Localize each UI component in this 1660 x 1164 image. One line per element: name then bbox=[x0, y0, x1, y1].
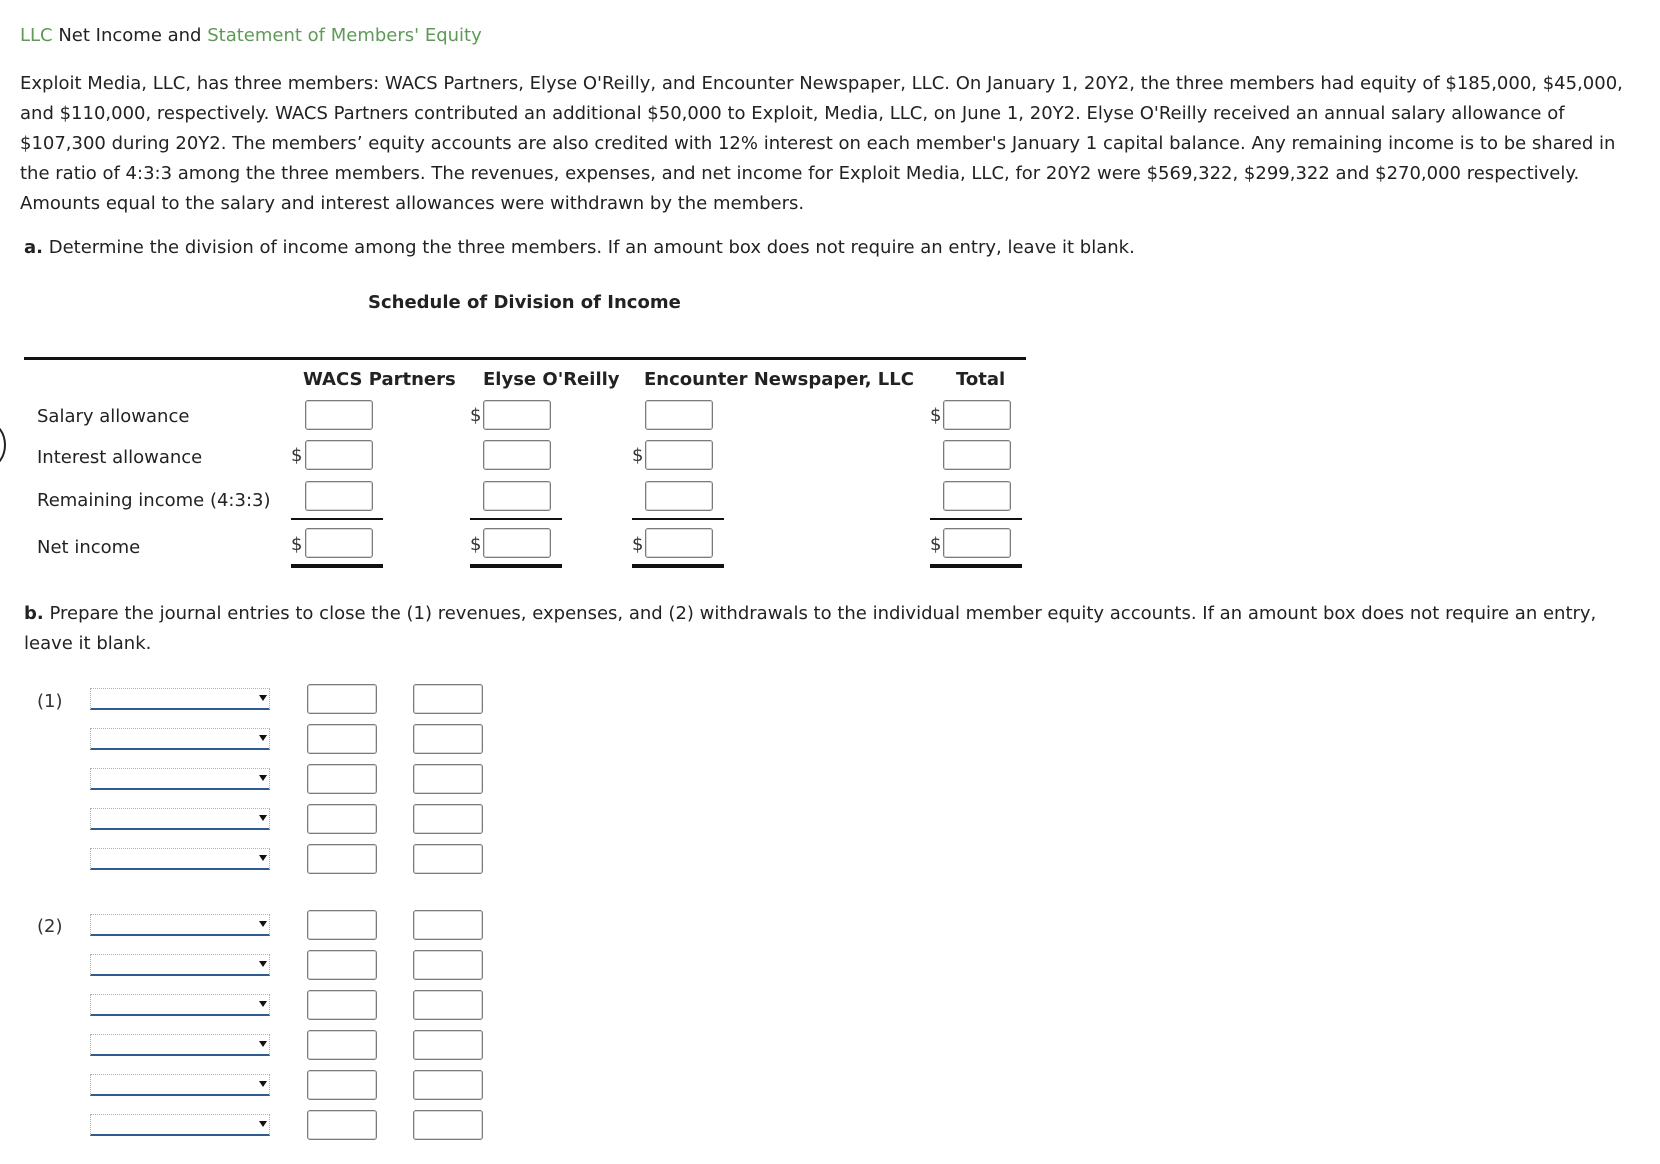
entry2-credit-input[interactable] bbox=[413, 1070, 483, 1100]
subtotal-underline bbox=[632, 518, 724, 520]
dollar-sign: $ bbox=[930, 405, 942, 426]
chevron-down-icon bbox=[259, 921, 267, 927]
interest-oreilly-input[interactable] bbox=[483, 440, 551, 470]
chevron-down-icon bbox=[259, 855, 267, 861]
entry2-credit-input[interactable] bbox=[413, 1030, 483, 1060]
entry1-credit-input[interactable] bbox=[413, 764, 483, 794]
part-b-instructions bbox=[24, 599, 1634, 659]
entry1-credit-input[interactable] bbox=[413, 804, 483, 834]
subtotal-underline bbox=[470, 518, 562, 520]
net-encounter-input[interactable] bbox=[645, 528, 713, 558]
problem-title bbox=[20, 25, 482, 46]
entry1-debit-input[interactable] bbox=[307, 804, 377, 834]
interest-wacs-input[interactable] bbox=[305, 440, 373, 470]
chevron-down-icon bbox=[259, 1121, 267, 1127]
entry1-account-select[interactable] bbox=[90, 688, 270, 710]
title-statement: Statement of Members' Equity bbox=[207, 25, 482, 46]
schedule-top-rule bbox=[24, 357, 1026, 360]
entry1-credit-input[interactable] bbox=[413, 684, 483, 714]
row-label-interest: Interest allowance bbox=[37, 447, 203, 468]
salary-wacs-input[interactable] bbox=[305, 400, 373, 430]
remaining-oreilly-input[interactable] bbox=[483, 481, 551, 511]
entry2-account-select[interactable] bbox=[90, 914, 270, 936]
chevron-down-icon bbox=[259, 735, 267, 741]
chevron-down-icon bbox=[259, 961, 267, 967]
entry1-debit-input[interactable] bbox=[307, 764, 377, 794]
remaining-encounter-input[interactable] bbox=[645, 481, 713, 511]
remaining-wacs-input[interactable] bbox=[305, 481, 373, 511]
part-a-letter: a. bbox=[24, 237, 43, 258]
entry2-debit-input[interactable] bbox=[307, 910, 377, 940]
interest-total-input[interactable] bbox=[943, 440, 1011, 470]
entry2-account-select[interactable] bbox=[90, 1114, 270, 1136]
problem-description: Exploit Media, LLC, has three members: WACS Partners, Elyse O'Reilly, and Encounter Newspaper, LLC. On January 1, 20Y2, the three members had equity of $185,000, $45,000, and $110,000, respectively. WACS Partners contributed an additional $50,000 to Exploit, Media, LLC, on June 1, 20Y2. Elyse O'Reilly received an annual salary allowance of $107,300 during 20Y2. The members’ equity accounts are also credited with 12% interest on each member's January 1 capital balance. Any remaining income is to be shared in the ratio of 4:3:3 among the three members. The revenues, expenses, and net income for Exploit Media, LLC, for 20Y2 were $569,322, $299,322 and $270,000 respectively. Amounts equal to the salary and interest allowances were withdrawn by the members. bbox=[20, 73, 1623, 214]
chevron-down-icon bbox=[259, 1041, 267, 1047]
dollar-sign: $ bbox=[291, 445, 303, 466]
edge-arc-decoration bbox=[0, 423, 6, 467]
chevron-down-icon bbox=[259, 815, 267, 821]
entry2-debit-input[interactable] bbox=[307, 990, 377, 1020]
row-label-net-income: Net income bbox=[37, 537, 141, 558]
total-double-underline bbox=[470, 564, 562, 568]
entry2-credit-input[interactable] bbox=[413, 950, 483, 980]
dollar-sign: $ bbox=[470, 405, 482, 426]
entry2-debit-input[interactable] bbox=[307, 1030, 377, 1060]
dollar-sign: $ bbox=[632, 445, 644, 466]
entry2-account-select[interactable] bbox=[90, 1034, 270, 1056]
net-oreilly-input[interactable] bbox=[483, 528, 551, 558]
chevron-down-icon bbox=[259, 695, 267, 701]
total-double-underline bbox=[930, 564, 1022, 568]
entry2-credit-input[interactable] bbox=[413, 910, 483, 940]
schedule-title: Schedule of Division of Income bbox=[368, 292, 681, 313]
entry2-account-select[interactable] bbox=[90, 1074, 270, 1096]
entry1-account-select[interactable] bbox=[90, 728, 270, 750]
chevron-down-icon bbox=[259, 775, 267, 781]
column-header-oreilly: Elyse O'Reilly bbox=[483, 369, 620, 390]
total-double-underline bbox=[632, 564, 724, 568]
part-b-text: Prepare the journal entries to close the (1) revenues, expenses, and (2) withdrawals to the individual member equity accounts. If an amount box does not require an entry, leave it blank. bbox=[24, 603, 1597, 654]
dollar-sign: $ bbox=[632, 534, 644, 555]
row-label-salary: Salary allowance bbox=[37, 406, 190, 427]
entry1-debit-input[interactable] bbox=[307, 684, 377, 714]
total-double-underline bbox=[291, 564, 383, 568]
entry2-account-select[interactable] bbox=[90, 994, 270, 1016]
remaining-total-input[interactable] bbox=[943, 481, 1011, 511]
part-a-instructions bbox=[24, 233, 1634, 263]
column-header-total: Total bbox=[956, 369, 1006, 390]
title-llc: LLC bbox=[20, 25, 53, 46]
entry1-account-select[interactable] bbox=[90, 768, 270, 790]
net-wacs-input[interactable] bbox=[305, 528, 373, 558]
entry1-credit-input[interactable] bbox=[413, 844, 483, 874]
entry2-debit-input[interactable] bbox=[307, 950, 377, 980]
entry2-credit-input[interactable] bbox=[413, 1110, 483, 1140]
title-middle: Net Income and bbox=[52, 25, 208, 46]
salary-total-input[interactable] bbox=[943, 400, 1011, 430]
row-label-remaining: Remaining income (4:3:3) bbox=[37, 490, 271, 511]
entry1-debit-input[interactable] bbox=[307, 724, 377, 754]
entry2-debit-input[interactable] bbox=[307, 1070, 377, 1100]
column-header-wacs: WACS Partners bbox=[303, 369, 456, 390]
entry1-account-select[interactable] bbox=[90, 848, 270, 870]
entry-1-label: (1) bbox=[37, 691, 63, 712]
part-a-text: Determine the division of income among the three members. If an amount box does not require an entry, leave it blank. bbox=[42, 237, 1135, 258]
subtotal-underline bbox=[930, 518, 1022, 520]
entry1-credit-input[interactable] bbox=[413, 724, 483, 754]
subtotal-underline bbox=[291, 518, 383, 520]
entry1-debit-input[interactable] bbox=[307, 844, 377, 874]
dollar-sign: $ bbox=[470, 534, 482, 555]
entry2-debit-input[interactable] bbox=[307, 1110, 377, 1140]
chevron-down-icon bbox=[259, 1081, 267, 1087]
interest-encounter-input[interactable] bbox=[645, 440, 713, 470]
entry-2-label: (2) bbox=[37, 916, 63, 937]
part-b-letter: b. bbox=[24, 603, 44, 624]
dollar-sign: $ bbox=[291, 534, 303, 555]
net-total-input[interactable] bbox=[943, 528, 1011, 558]
chevron-down-icon bbox=[259, 1001, 267, 1007]
salary-encounter-input[interactable] bbox=[645, 400, 713, 430]
salary-oreilly-input[interactable] bbox=[483, 400, 551, 430]
entry2-account-select[interactable] bbox=[90, 954, 270, 976]
dollar-sign: $ bbox=[930, 534, 942, 555]
entry1-account-select[interactable] bbox=[90, 808, 270, 830]
entry2-credit-input[interactable] bbox=[413, 990, 483, 1020]
column-header-encounter: Encounter Newspaper, LLC bbox=[644, 369, 914, 390]
